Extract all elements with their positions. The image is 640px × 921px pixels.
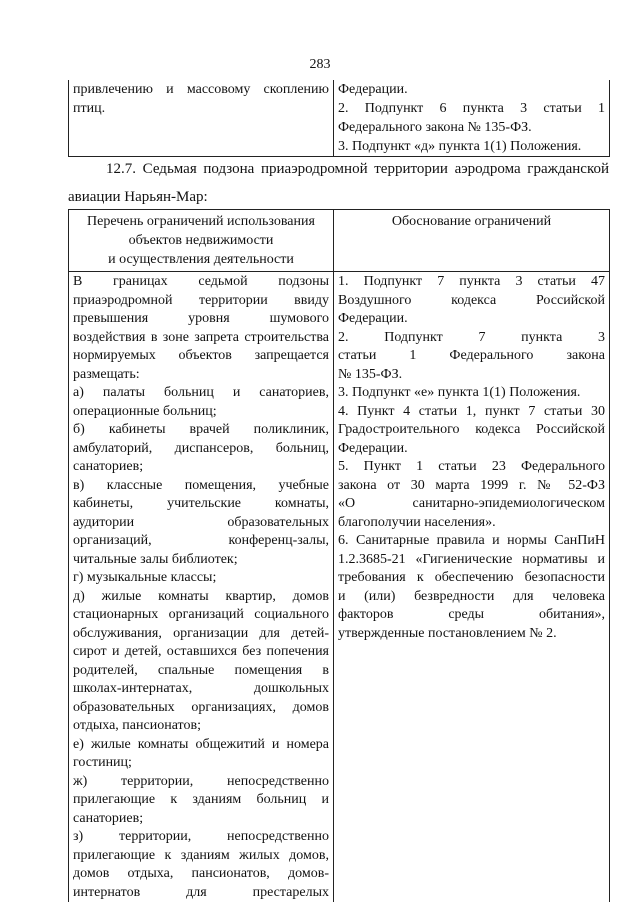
text-line: Градостроительного кодекса Российской: [338, 422, 605, 437]
text-line: птиц.: [73, 101, 106, 116]
restrictions-table: [68, 209, 610, 902]
text-line: д) жилые комнаты квартир, домов: [73, 588, 329, 604]
text-line: 6. Санитарные правила и нормы СанПиН: [338, 533, 605, 548]
text-line: читальные залы библиотек;: [73, 551, 238, 567]
text-line: закона от 30 марта 1999 г. № 52-ФЗ: [338, 477, 605, 493]
text-line: амбулаторий, диспансеров, больниц,: [73, 440, 329, 456]
text-line: обслуживания, организации для детей-: [73, 625, 329, 641]
text-line: Федерации.: [338, 440, 408, 456]
text-line: 5. Пункт 1 статьи 23 Федерального: [338, 459, 605, 474]
text-line: статьи 1 Федерального закона: [338, 348, 605, 363]
continuation-left-cell: [69, 80, 334, 157]
header-restrictions: [69, 210, 334, 272]
header-line: Обоснование ограничений: [391, 214, 552, 229]
text-line: организаций, конференц-залы,: [73, 533, 329, 548]
text-line: В границах седьмой подзоны: [73, 274, 329, 289]
restrictions-cell: [69, 272, 334, 903]
text-line: санаториев;: [73, 459, 144, 474]
header-justification: [334, 210, 610, 272]
text-line: 2. Подпункт 6 пункта 3 статьи 1: [338, 101, 605, 116]
table-row: [69, 272, 610, 903]
table-row: [69, 80, 610, 157]
table-header-row: [69, 210, 610, 272]
text-line: «О санитарно-эпидемиологическом: [338, 496, 605, 511]
text-line: е) жилые комнаты общежитий и номера: [73, 736, 329, 752]
text-line: 3. Подпункт «д» пункта 1(1) Положения.: [338, 139, 582, 154]
text-line: интернатов для престарелых: [73, 884, 329, 900]
text-line: воздействия в зоне запрета строительства: [73, 329, 329, 345]
header-line: и осуществления деятельности: [108, 252, 294, 267]
text-line: размещать:: [73, 366, 140, 382]
text-line: отдыха, пансионатов;: [73, 718, 201, 733]
text-line: школах-интернатах, дошкольных: [73, 681, 329, 696]
text-line: требования к обеспечению безопасности: [338, 570, 605, 585]
text-line: а) палаты больниц и санаториев,: [73, 385, 329, 400]
text-line: з) территории, непосредственно: [73, 829, 329, 844]
text-line: стационарных организаций социального: [73, 607, 329, 622]
section-heading: [68, 155, 609, 211]
text-line: б) кабинеты врачей поликлиник,: [73, 422, 329, 437]
header-line: Перечень ограничений использования: [87, 214, 315, 229]
text-line: утвержденные постановлением № 2.: [338, 625, 557, 641]
text-line: г) музыкальные классы;: [73, 570, 217, 585]
text-line: Федерации.: [338, 311, 408, 326]
text-line: Федерации.: [338, 82, 408, 97]
text-line: аудитории образовательных: [73, 514, 329, 530]
justification-cell: [334, 272, 610, 903]
text-line: приаэродромной территории ввиду: [73, 292, 329, 308]
text-line: 1. Подпункт 7 пункта 3 статьи 47: [338, 274, 605, 289]
text-line: нормируемых объектов запрещается: [73, 348, 329, 363]
page-number: 283: [309, 57, 331, 72]
continuation-table: [68, 80, 610, 157]
text-line: домов отдыха, пансионатов, домов-: [73, 866, 329, 881]
text-line: прилегающие к зданиям больниц и: [73, 792, 329, 807]
text-line: и (или) безвредности для человека: [338, 588, 605, 604]
continuation-right-cell: [334, 80, 610, 157]
text-line: санаториев;: [73, 810, 144, 826]
text-line: № 135-ФЗ.: [338, 366, 403, 382]
text-line: сирот и детей, оставшихся без попечения: [73, 644, 329, 659]
text-line: образовательных организациях, домов: [73, 699, 329, 715]
text-line: 1.2.3685-21 «Гигиенические нормативы и: [338, 551, 605, 567]
text-line: родителей, спальные помещения в: [73, 662, 329, 678]
text-line: прилегающие к зданиям жилых домов,: [73, 847, 329, 863]
text-line: ж) территории, непосредственно: [73, 773, 329, 789]
text-line: Воздушного кодекса Российской: [338, 292, 605, 308]
text-line: операционные больниц;: [73, 403, 217, 419]
header-line: объектов недвижимости: [128, 233, 274, 248]
text-line: гостиниц;: [73, 755, 132, 770]
section-heading-line: 12.7. Седьмая подзона приаэродромной территории аэродрома гражданской: [106, 161, 609, 177]
text-line: 4. Пункт 4 статьи 1, пункт 7 статьи 30: [338, 403, 605, 419]
text-line: превышения уровня шумового: [73, 311, 329, 326]
text-line: в) классные помещения, учебные: [73, 477, 329, 493]
section-heading-line: авиации Нарьян-Мар:: [68, 189, 208, 205]
text-line: 2. Подпункт 7 пункта 3: [338, 329, 605, 345]
text-line: Федерального закона № 135-ФЗ.: [338, 120, 532, 135]
text-line: факторов среды обитания»,: [338, 607, 605, 622]
text-line: привлечению и массовому скоплению: [73, 82, 329, 97]
text-line: 3. Подпункт «е» пункта 1(1) Положения.: [338, 385, 581, 400]
text-line: благополучии населения».: [338, 514, 496, 530]
text-line: кабинеты, учительские комнаты,: [73, 496, 329, 511]
